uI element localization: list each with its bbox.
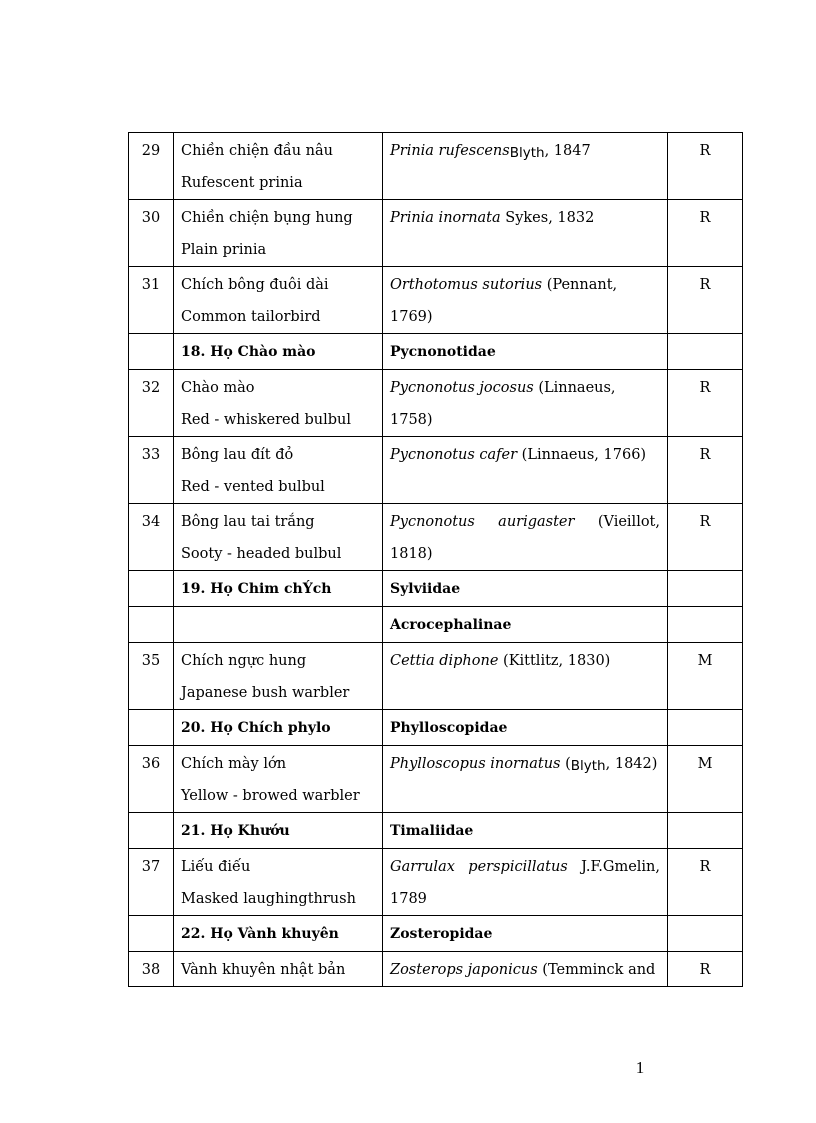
author-citation: (Kittlitz, 1830) (498, 653, 611, 669)
status-cell (668, 437, 743, 504)
family-name: 21. Họ Khướu (181, 823, 290, 839)
family-name-cell (174, 607, 383, 643)
family-name-cell (174, 334, 383, 370)
row-number: 36 (141, 756, 161, 772)
row-number-cell (129, 643, 174, 710)
row-number-cell (129, 504, 174, 571)
row-number: 34 (141, 514, 161, 530)
common-name-cell (174, 746, 383, 813)
status-code: R (699, 210, 711, 226)
family-row (129, 710, 743, 746)
status-cell (668, 849, 743, 916)
family-latin-cell (383, 334, 668, 370)
status-code: M (697, 653, 713, 669)
family-name: 18. Họ Chào mào (181, 344, 316, 360)
vietnamese-name: Chích ngực hung (181, 653, 307, 669)
english-name: Rufescent prinia (181, 175, 303, 191)
author-citation: J.F.Gmelin, 1789 (390, 859, 660, 907)
author-citation: , 1842) (605, 756, 658, 772)
row-number: 29 (141, 143, 161, 159)
family-row (129, 813, 743, 849)
family-latin-name: Sylviidae (390, 581, 461, 597)
row-number-cell (129, 370, 174, 437)
author-name: Blyth (570, 758, 606, 774)
author-citation: (Linnaeus, 1758) (390, 380, 616, 428)
status-cell (668, 813, 743, 849)
family-name: 22. Họ Vành khuyên (181, 926, 339, 942)
row-number-cell (129, 849, 174, 916)
family-row (129, 334, 743, 370)
english-name: Common tailorbird (181, 309, 321, 325)
english-name: Red - whiskered bulbul (181, 412, 352, 428)
family-name-cell (174, 813, 383, 849)
status-code: R (699, 962, 711, 978)
common-name-cell (174, 200, 383, 267)
scientific-name-cell (383, 643, 668, 710)
status-cell (668, 916, 743, 952)
species-row (129, 370, 743, 437)
vietnamese-name: Chích mày lớn (181, 756, 287, 772)
row-number-cell (129, 133, 174, 200)
row-number-cell (129, 571, 174, 607)
vietnamese-name: Chào mào (181, 380, 255, 396)
author-citation: Sykes, 1832 (500, 210, 595, 226)
status-cell (668, 710, 743, 746)
scientific-name-cell (383, 952, 668, 987)
status-code: M (697, 756, 713, 772)
scientific-name-cell (383, 133, 668, 200)
status-cell (668, 571, 743, 607)
scientific-name: Garrulax perspicillatus (390, 859, 568, 875)
species-row (129, 952, 743, 987)
status-cell (668, 133, 743, 200)
vietnamese-name: Chích bông đuôi dài (181, 277, 329, 293)
status-code: R (699, 514, 711, 530)
vietnamese-name: Bông lau đít đỏ (181, 447, 294, 463)
row-number-cell (129, 746, 174, 813)
scientific-name-cell (383, 370, 668, 437)
species-row (129, 133, 743, 200)
common-name-cell (174, 849, 383, 916)
status-code: R (699, 447, 711, 463)
common-name-cell (174, 133, 383, 200)
family-row (129, 916, 743, 952)
english-name: Masked laughingthrush (181, 891, 356, 907)
scientific-name: Pycnonotus aurigaster (390, 514, 575, 530)
row-number: 32 (141, 380, 161, 396)
scientific-name: Orthotomus sutorius (390, 277, 543, 293)
status-cell (668, 607, 743, 643)
row-number: 38 (141, 962, 161, 978)
row-number: 37 (141, 859, 161, 875)
status-code: R (699, 380, 711, 396)
family-latin-name: Phylloscopidae (390, 720, 508, 736)
family-name: 20. Họ Chích phylo (181, 720, 331, 736)
row-number: 31 (141, 277, 161, 293)
vietnamese-name: Vành khuyên nhật bản (181, 962, 346, 978)
common-name-cell (174, 504, 383, 571)
vietnamese-name: Bông lau tai trắng (181, 514, 315, 530)
species-row (129, 200, 743, 267)
status-cell (668, 200, 743, 267)
scientific-name: Pycnonotus cafer (390, 447, 518, 463)
author-prefix: ( (560, 756, 571, 772)
family-name-cell (174, 916, 383, 952)
status-code: R (699, 859, 711, 875)
author-citation: , 1847 (544, 143, 591, 159)
scientific-name: Pycnonotus jocosus (390, 380, 534, 396)
row-number: 33 (141, 447, 161, 463)
row-number: 35 (141, 653, 161, 669)
family-latin-cell (383, 710, 668, 746)
common-name-cell (174, 643, 383, 710)
species-row (129, 746, 743, 813)
vietnamese-name: Chiền chiện đầu nâu (181, 143, 334, 159)
row-number-cell (129, 334, 174, 370)
page-number: 1 (635, 1058, 645, 1077)
status-code: R (699, 143, 711, 159)
common-name-cell (174, 437, 383, 504)
row-number: 30 (141, 210, 161, 226)
species-table-body (129, 133, 743, 987)
status-cell (668, 643, 743, 710)
vietnamese-name: Chiền chiện bụng hung (181, 210, 353, 226)
species-table (128, 132, 743, 987)
row-number-cell (129, 710, 174, 746)
scientific-name: Cettia diphone (390, 653, 499, 669)
scientific-name-cell (383, 504, 668, 571)
scientific-name: Zosterops japonicus (390, 962, 538, 978)
family-name-cell (174, 710, 383, 746)
status-cell (668, 334, 743, 370)
common-name-cell (174, 952, 383, 987)
scientific-name: Prinia inornata (390, 210, 501, 226)
status-cell (668, 267, 743, 334)
species-row (129, 504, 743, 571)
common-name-cell (174, 267, 383, 334)
family-row (129, 607, 743, 643)
scientific-name-cell (383, 437, 668, 504)
vietnamese-name: Liếu điếu (181, 859, 251, 875)
author-citation: (Linnaeus, 1766) (517, 447, 647, 463)
author-citation: (Pennant, 1769) (390, 277, 618, 325)
author-name: Blyth (509, 145, 545, 161)
author-citation: (Temminck and (537, 962, 656, 978)
scientific-name: Phylloscopus inornatus (390, 756, 561, 772)
species-row (129, 267, 743, 334)
scientific-name-cell (383, 200, 668, 267)
status-cell (668, 370, 743, 437)
row-number-cell (129, 813, 174, 849)
family-row (129, 571, 743, 607)
scientific-name-cell (383, 267, 668, 334)
family-latin-name: Zosteropidae (390, 926, 493, 942)
row-number-cell (129, 267, 174, 334)
family-latin-name: Pycnonotidae (390, 344, 496, 360)
status-cell (668, 952, 743, 987)
scientific-name-cell (383, 849, 668, 916)
row-number-cell (129, 916, 174, 952)
english-name: Sooty - headed bulbul (181, 546, 342, 562)
species-row (129, 643, 743, 710)
family-latin-cell (383, 813, 668, 849)
status-cell (668, 746, 743, 813)
scientific-name: Prinia rufescens (390, 143, 510, 159)
species-row (129, 849, 743, 916)
family-latin-cell (383, 607, 668, 643)
scientific-name-cell (383, 746, 668, 813)
family-name: 19. Họ Chim chÝch (181, 581, 332, 597)
row-number-cell (129, 437, 174, 504)
english-name: Yellow - browed warbler (181, 788, 360, 804)
row-number-cell (129, 952, 174, 987)
family-latin-name: Timaliidae (390, 823, 474, 839)
english-name: Red - vented bulbul (181, 479, 325, 495)
status-code: R (699, 277, 711, 293)
species-row (129, 437, 743, 504)
family-latin-cell (383, 916, 668, 952)
english-name: Plain prinia (181, 242, 267, 258)
family-latin-cell (383, 571, 668, 607)
family-name-cell (174, 571, 383, 607)
row-number-cell (129, 200, 174, 267)
english-name: Japanese bush warbler (181, 685, 350, 701)
status-cell (668, 504, 743, 571)
author-citation: (Vieillot, 1818) (390, 514, 660, 562)
row-number-cell (129, 607, 174, 643)
family-latin-name: Acrocephalinae (390, 617, 512, 633)
common-name-cell (174, 370, 383, 437)
